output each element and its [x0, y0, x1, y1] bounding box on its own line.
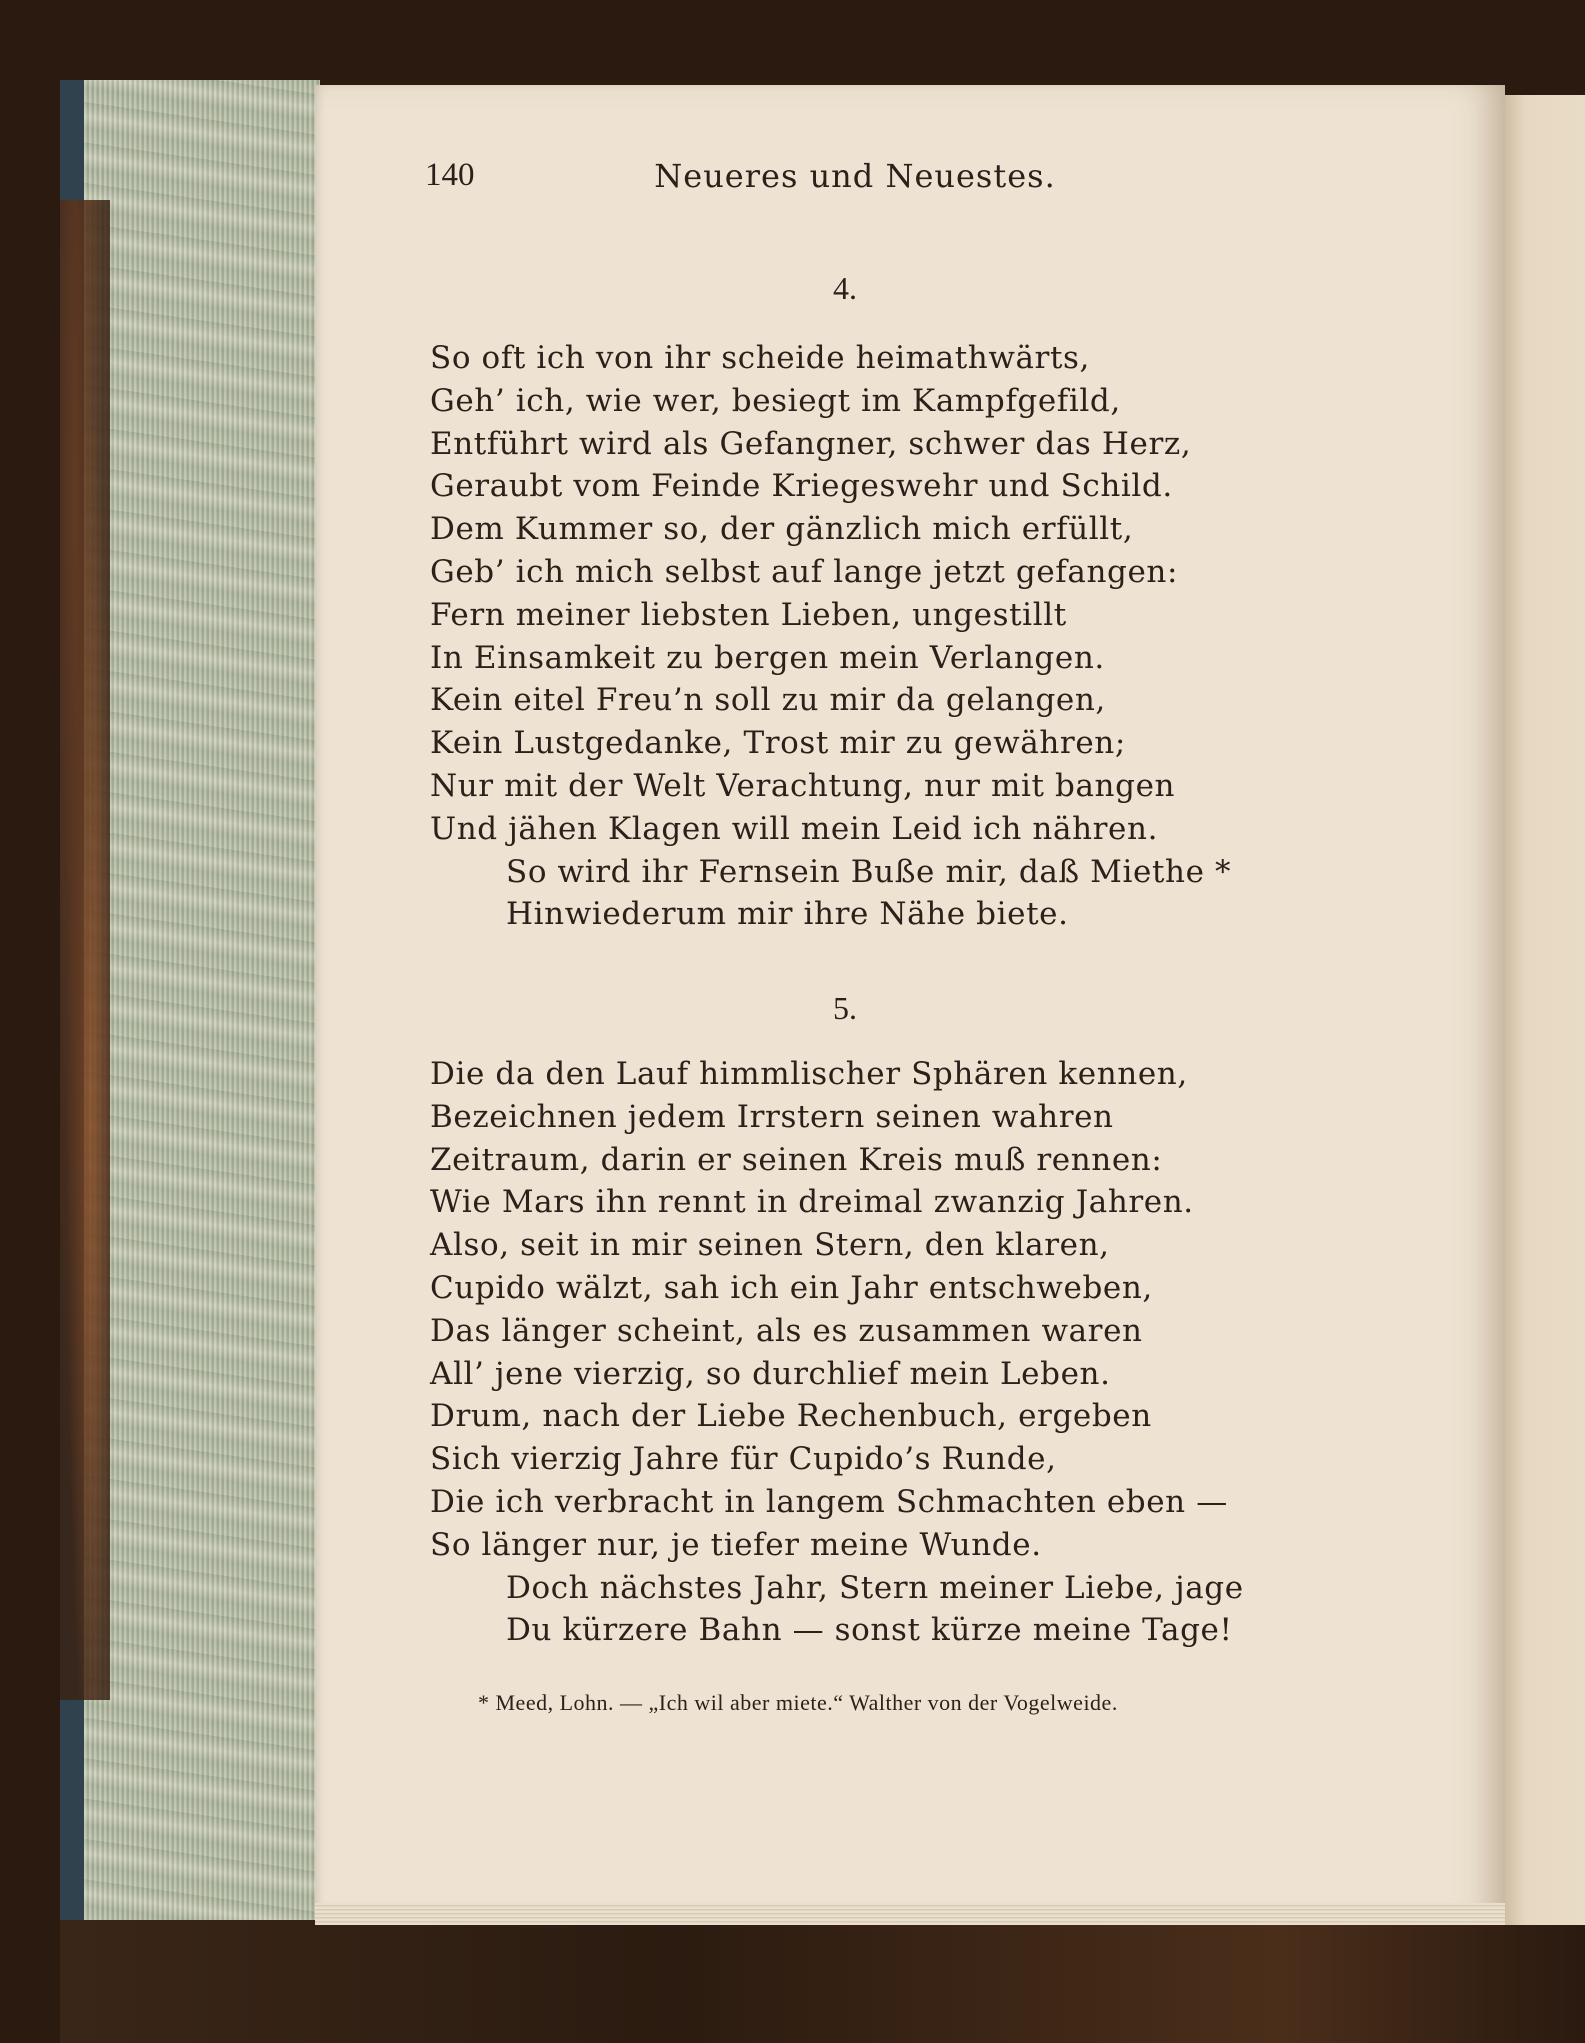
- footnote: * Meed, Lohn. — „Ich wil aber miete.“ Walther von der Vogelweide.: [478, 1690, 1118, 1715]
- poem-line: Kein eitel Freu’n soll zu mir da gelangen,: [430, 682, 1106, 719]
- page-header: [425, 157, 1405, 207]
- poem-line: So oft ich von ihr scheide heimathwärts,: [430, 340, 1090, 376]
- poem-line: Fern meiner liebsten Lieben, ungestillt: [430, 596, 1067, 633]
- poem-line: Bezeichnen jedem Irrstern seinen wahren: [430, 1098, 1114, 1135]
- poem-line: Entführt wird als Gefangner, schwer das Herz,: [430, 425, 1192, 462]
- poem-line: Sich vierzig Jahre für Cupido’s Runde,: [430, 1441, 1057, 1478]
- book-page: [315, 85, 1505, 1925]
- poem-line: Nur mit der Welt Verachtung, nur mit bangen: [430, 767, 1176, 804]
- poem-line: Die ich verbracht in langem Schmachten eben —: [430, 1483, 1228, 1520]
- adjacent-page: [1500, 95, 1585, 1925]
- book-page-edges: [60, 80, 320, 1960]
- poem-line: Also, seit in mir seinen Stern, den klaren,: [430, 1227, 1110, 1264]
- poem-line: Drum, nach der Liebe Rechenbuch, ergeben: [430, 1398, 1152, 1435]
- page-bottom-edge: [315, 1903, 1505, 1925]
- book-cover: [60, 1920, 1585, 2043]
- poem-line: All’ jene vierzig, so durchlief mein Leben.: [430, 1355, 1111, 1392]
- poem-section-5: [430, 1053, 1430, 1652]
- poem-line: Wie Mars ihn rennt in dreimal zwanzig Jahren.: [430, 1184, 1194, 1221]
- poem-line: Die da den Lauf himmlischer Sphären kennen,: [430, 1056, 1188, 1092]
- poem-line: Kein Lustgedanke, Trost mir zu gewähren;: [430, 725, 1126, 762]
- poem-line: Doch nächstes Jahr, Stern meiner Liebe, jage: [506, 1569, 1244, 1606]
- poem-line: Cupido wälzt, sah ich ein Jahr entschweben,: [430, 1269, 1153, 1306]
- poem-line: Geh’ ich, wie wer, besiegt im Kampfgefild,: [430, 382, 1121, 419]
- section-number-4: 4.: [833, 270, 857, 306]
- section-number-5: 5.: [833, 990, 857, 1026]
- poem-line: Geb’ ich mich selbst auf lange jetzt gefangen:: [430, 553, 1179, 590]
- poem-line: Du kürzere Bahn — sonst kürze meine Tage!: [506, 1612, 1233, 1649]
- poem-line: Das länger scheint, als es zusammen waren: [430, 1312, 1143, 1349]
- poem-line: So länger nur, je tiefer meine Wunde.: [430, 1526, 1042, 1563]
- poem-line: Geraubt vom Feinde Kriegeswehr und Schild.: [430, 468, 1173, 505]
- poem-line: Hinwiederum mir ihre Nähe biete.: [506, 896, 1069, 933]
- poem-line: Zeitraum, darin er seinen Kreis muß rennen:: [430, 1141, 1163, 1178]
- poem-line: Dem Kummer so, der gänzlich mich erfüllt,: [430, 511, 1134, 548]
- poem-line: Und jähen Klagen will mein Leid ich nähren.: [430, 810, 1159, 847]
- page-number: 140: [425, 157, 475, 193]
- running-head: Neueres und Neuestes.: [654, 157, 1056, 195]
- poem-line: So wird ihr Fernsein Buße mir, daß Miethe *: [506, 853, 1232, 890]
- poem-section-4: [430, 337, 1430, 936]
- poem-line: In Einsamkeit zu bergen mein Verlangen.: [430, 639, 1105, 676]
